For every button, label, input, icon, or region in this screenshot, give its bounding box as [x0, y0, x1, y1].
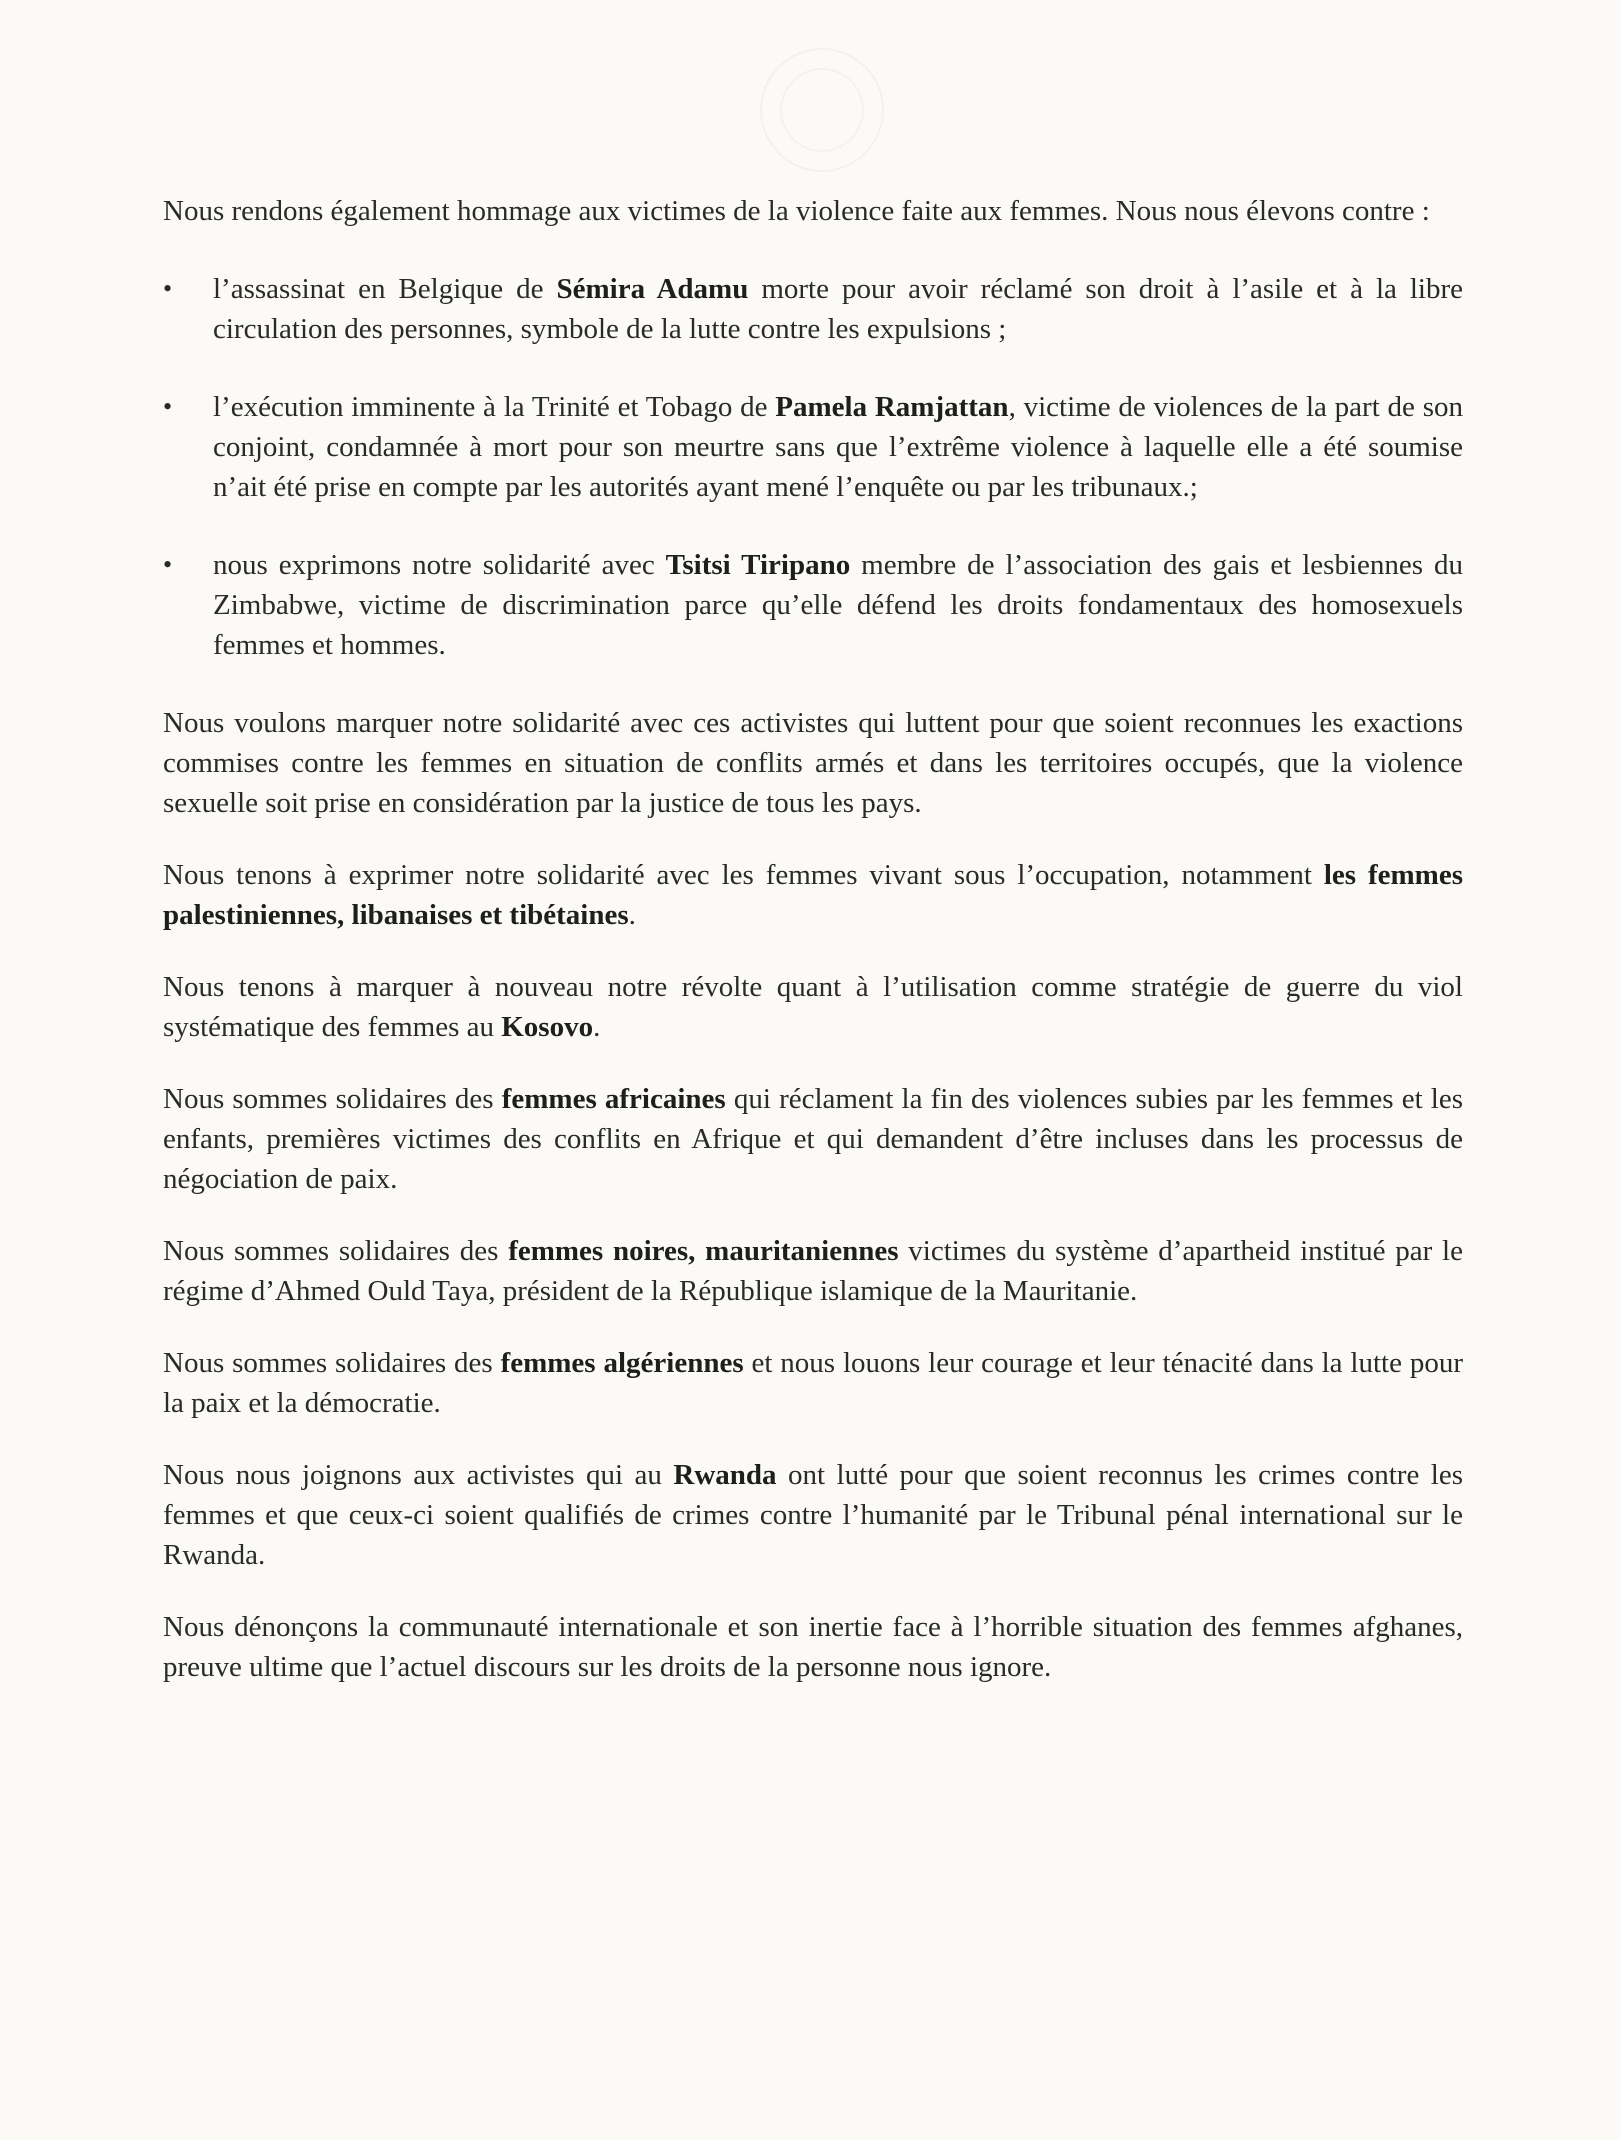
- paragraph-text: Nous sommes solidaires des: [163, 1235, 509, 1267]
- list-item-semira-adamu: [163, 269, 1463, 349]
- list-item-name: Pamela Ramjattan: [775, 391, 1009, 423]
- list-item-text: l’exécution imminente à la Trinité et Tobago de: [213, 391, 776, 423]
- faint-seal-watermark: [760, 48, 884, 172]
- paragraph-algerian-women: [163, 1343, 1463, 1423]
- list-item-pamela-ramjattan: [163, 387, 1463, 507]
- intro-paragraph: Nous rendons également hommage aux victimes de la violence faite aux femmes. Nous nous élevons contre :: [163, 195, 1430, 227]
- list-item-text: nous exprimons notre solidarité avec: [213, 549, 666, 581]
- paragraph-kosovo: [163, 967, 1463, 1047]
- list-item-text: morte pour avoir réclamé son droit à l’asile et à la libre circulation des personnes, symbole de la lutte contre les expulsions ;: [213, 273, 1464, 345]
- paragraph-text: qui réclament la fin des violences subies par les femmes et les enfants, premières victimes des conflits en Afrique et qui demandent d’être incluses dans les processus de négociation de paix.: [163, 1083, 1463, 1195]
- paragraph-emphasis: les femmes palestiniennes, libanaises et tibétaines: [163, 859, 1463, 931]
- paragraph-activists-solidarity: Nous voulons marquer notre solidarité avec ces activistes qui luttent pour que soient reconnues les exactions commises contre les femmes en situation de conflits armés et dans les territoires occupés, que la violence sexuelle soit prise en considération par la justice de tous les pays.: [163, 707, 1463, 819]
- paragraph-african-women: [163, 1079, 1463, 1199]
- paragraph-emphasis: femmes africaines: [501, 1083, 726, 1115]
- paragraph-emphasis: Kosovo: [501, 1011, 594, 1043]
- paragraph-text: et nous louons leur courage et leur ténacité dans la lutte pour la paix et la démocratie.: [163, 1347, 1463, 1419]
- paragraph-occupation: [163, 855, 1463, 935]
- paragraph-emphasis: femmes algériennes: [500, 1347, 744, 1379]
- paragraph-text: .: [628, 899, 636, 931]
- list-item-text: l’assassinat en Belgique de: [213, 273, 557, 305]
- paragraph-text: Nous tenons à marquer à nouveau notre révolte quant à l’utilisation comme stratégie de guerre du viol systématique des femmes au: [163, 971, 1463, 1043]
- paragraph-emphasis: femmes noires, mauritaniennes: [508, 1235, 899, 1267]
- list-item-name: Tsitsi Tiripano: [665, 549, 851, 581]
- paragraph-text: Nous sommes solidaires des: [163, 1347, 501, 1379]
- paragraph-afghan-women: Nous dénonçons la communauté internationale et son inertie face à l’horrible situation des femmes afghanes, preuve ultime que l’actuel discours sur les droits de la personne nous ignore.: [163, 1611, 1463, 1683]
- list-item-text: , victime de violences de la part de son conjoint, condamnée à mort pour son meurtre sans que l’extrême violence à laquelle elle a été soumise n’ait été prise en compte par les autorités ayant mené l’enquête ou par les tribunaux.;: [213, 391, 1463, 503]
- paragraph-text: victimes du système d’apartheid institué par le régime d’Ahmed Ould Taya, président de la République islamique de la Mauritanie.: [163, 1235, 1463, 1307]
- paragraph-text: Nous sommes solidaires des: [163, 1083, 502, 1115]
- list-item-tsitsi-tiripano: [163, 545, 1463, 665]
- paragraph-mauritanian-women: [163, 1231, 1463, 1311]
- paragraph-rwanda: [163, 1455, 1463, 1575]
- paragraph-text: ont lutté pour que soient reconnus les crimes contre les femmes et que ceux-ci soient qualifiés de crimes contre l’humanité par le Tribunal pénal international sur le Rwanda.: [163, 1459, 1463, 1571]
- bullet-icon: •: [163, 274, 173, 303]
- list-item-text: membre de l’association des gais et lesbiennes du Zimbabwe, victime de discrimination parce qu’elle défend les droits fondamentaux des homosexuels femmes et hommes.: [213, 549, 1463, 661]
- document-body: [163, 191, 1463, 1719]
- paragraph-text: .: [593, 1011, 601, 1043]
- paragraph-text: Nous tenons à exprimer notre solidarité avec les femmes vivant sous l’occupation, notamment: [163, 859, 1324, 891]
- list-item-name: Sémira Adamu: [556, 273, 749, 305]
- bullet-icon: •: [163, 550, 173, 579]
- bullet-icon: •: [163, 392, 173, 421]
- paragraph-emphasis: Rwanda: [673, 1459, 777, 1491]
- victims-list: [163, 269, 1463, 665]
- paragraph-text: Nous nous joignons aux activistes qui au: [163, 1459, 674, 1491]
